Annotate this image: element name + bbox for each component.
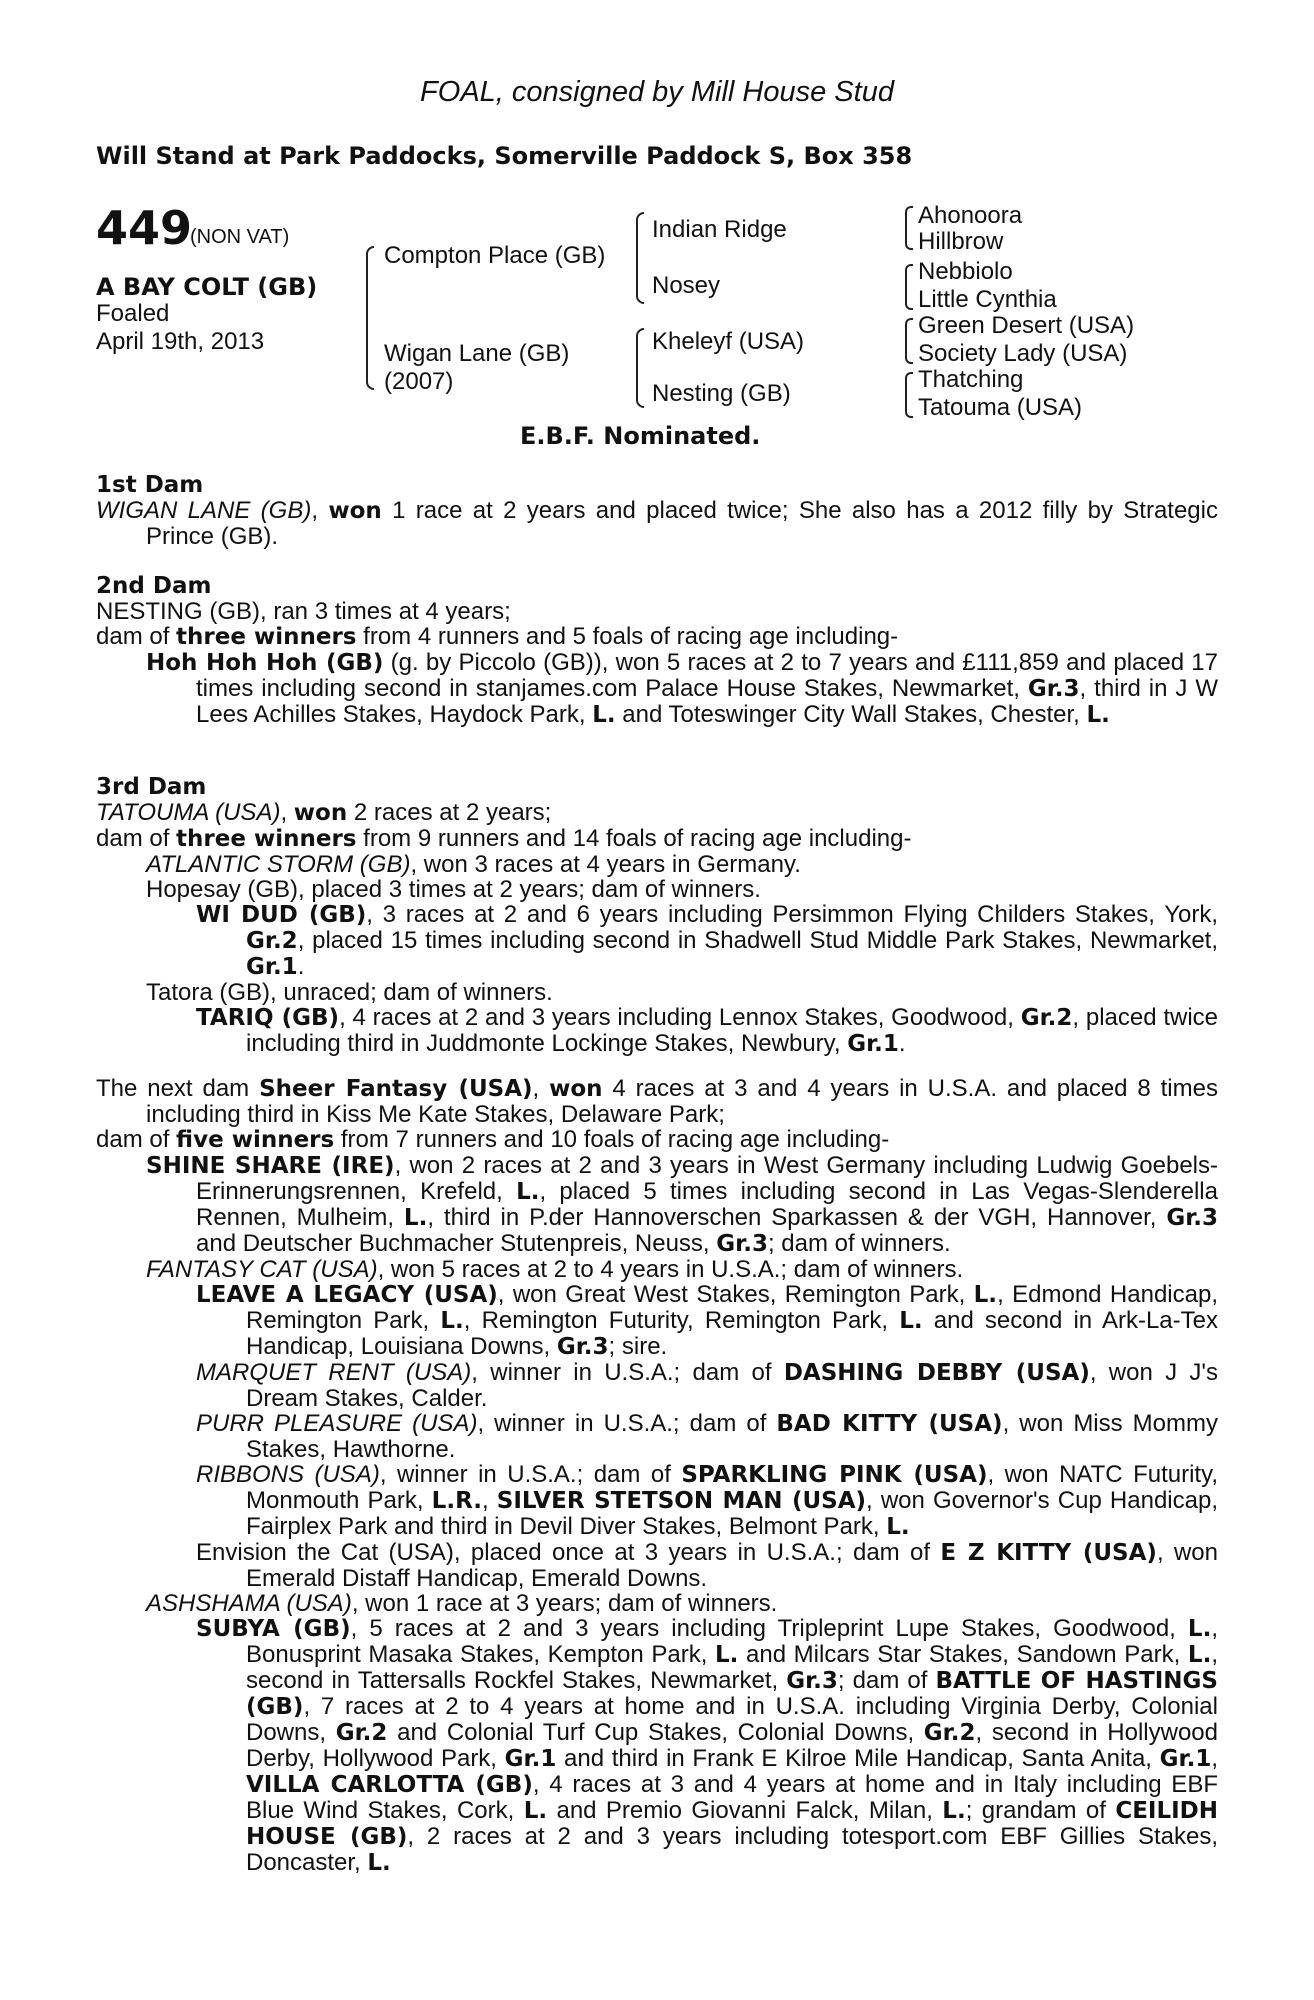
dam-of-line: dam of three winners from 9 runners and 14 foals of racing age including- — [96, 825, 912, 852]
ebf-nominated: E.B.F. Nominated. — [520, 422, 761, 450]
pedigree-brace-3a — [905, 206, 913, 250]
pedigree-dam-sire: Kheleyf (USA) — [652, 328, 805, 355]
pedigree-sire: Compton Place (GB) — [384, 242, 606, 269]
section-heading: 1st Dam — [96, 472, 204, 498]
third-dam-section — [96, 775, 1218, 1057]
pedigree-brace-3c — [905, 318, 913, 364]
progeny-entry: WI DUD (GB), 3 races at 2 and 6 years including Persimmon Flying Childers Stakes, York, Gr.2, placed 15 times including second in Shadwell Stud Middle Park Stakes, Newmarket, Gr.1. — [196, 901, 1219, 980]
pedigree-brace-3d — [905, 372, 913, 418]
foaled-label: Foaled — [96, 300, 170, 327]
next-dam-section — [96, 1076, 1218, 1876]
pedigree-dds: Thatching — [918, 366, 1024, 393]
section-heading: 3rd Dam — [96, 774, 207, 800]
progeny-entry: Envision the Cat (USA), placed once at 3 years in U.S.A.; dam of E Z KITTY (USA), won Emerald Distaff Handicap, Emerald Downs. — [196, 1539, 1218, 1592]
dam-of-line: dam of five winners from 7 runners and 10 foals of racing age including- — [96, 1126, 890, 1153]
progeny-entry: RIBBONS (USA), winner in U.S.A.; dam of SPARKLING PINK (USA), won NATC Futurity, Monmouth Park, L.R., SILVER STETSON MAN (USA), won Governor's Cup Handicap, Fairplex Park and third in Devil Diver Stakes, Belmont Park, L. — [196, 1461, 1218, 1540]
progeny-entry: ATLANTIC STORM (GB), won 3 races at 4 years in Germany. — [146, 851, 801, 878]
pedigree-dam-dam: Nesting (GB) — [652, 380, 791, 407]
dam-record: WIGAN LANE (GB), won 1 race at 2 years and placed twice; She also has a 2012 filly by Strategic Prince (GB). — [96, 497, 1218, 550]
section-heading: 2nd Dam — [96, 573, 212, 599]
lot-number: 449 — [96, 201, 193, 255]
progeny-entry: Hoh Hoh Hoh (GB) (g. by Piccolo (GB)), won 5 races at 2 to 7 years and £111,859 and placed 17 times including second in stanjames.com Palace House Stakes, Newmarket, Gr.3, third in J W Lees Achilles Stakes, Haydock Park, L. and Toteswinger City Wall Stakes, Chester, L. — [146, 649, 1219, 728]
pedigree-ssd: Hillbrow — [918, 228, 1004, 255]
dam-name: WIGAN LANE (GB) — [96, 497, 312, 524]
progeny-entry: ASHSHAMA (USA), won 1 race at 3 years; dam of winners. — [146, 1590, 778, 1617]
pedigree-sdd: Little Cynthia — [918, 286, 1057, 313]
foaled-date: April 19th, 2013 — [96, 328, 265, 355]
pedigree-brace-sire — [636, 212, 644, 304]
progeny-entry: LEAVE A LEGACY (USA), won Great West Stakes, Remington Park, L., Edmond Handicap, Remington Park, L., Remington Futurity, Remington Park, L. and second in Ark-La-Tex Handicap, Louisiana Downs, Gr.3; sire. — [196, 1281, 1218, 1360]
pedigree-dam-year: (2007) — [384, 368, 454, 395]
progeny-entry: TARIQ (GB), 4 races at 2 and 3 years including Lennox Stakes, Goodwood, Gr.2, placed twice including third in Juddmonte Lockinge Stakes, Newbury, Gr.1. — [196, 1004, 1219, 1057]
first-dam-section — [96, 473, 1218, 549]
pedigree-sire-dam: Nosey — [652, 272, 721, 299]
progeny-entry: SHINE SHARE (IRE), won 2 races at 2 and 3 years in West Germany including Ludwig Goebels-Erinnerungsrennen, Krefeld, L., placed 5 times including second in Las Vegas-Slenderella Rennen, Mulheim, L., third in P.der Hannoverschen Sparkassen & der VGH, Hannover, Gr.3 and Deutscher Buchmacher Stutenpreis, Neuss, Gr.3; dam of winners. — [146, 1152, 1219, 1257]
progeny-entry: MARQUET RENT (USA), winner in U.S.A.; dam of DASHING DEBBY (USA), won J J's Dream Stakes, Calder. — [196, 1359, 1219, 1412]
progeny-entry: FANTASY CAT (USA), won 5 races at 2 to 4 years in U.S.A.; dam of winners. — [146, 1256, 964, 1283]
pedigree-sss: Ahonoora — [918, 202, 1023, 229]
dam-of-line: dam of three winners from 4 runners and 5 foals of racing age including- — [96, 623, 899, 650]
pedigree-sire-sire: Indian Ridge — [652, 216, 787, 243]
dam-record: NESTING (GB), ran 3 times at 4 years; — [96, 598, 511, 625]
pedigree-dam: Wigan Lane (GB) — [384, 340, 570, 367]
second-dam-section — [96, 574, 1218, 728]
pedigree-brace-dam — [636, 328, 644, 408]
pedigree-sds: Nebbiolo — [918, 258, 1013, 285]
pedigree-brace-3b — [905, 264, 913, 310]
progeny-entry: PURR PLEASURE (USA), winner in U.S.A.; dam of BAD KITTY (USA), won Miss Mommy Stakes, Hawthorne. — [196, 1410, 1218, 1463]
page-title: FOAL, consigned by Mill House Stud — [420, 76, 894, 108]
stand-location: Will Stand at Park Paddocks, Somerville Paddock S, Box 358 — [96, 142, 913, 170]
dam-record: TATOUMA (USA), won 2 races at 2 years; — [96, 799, 552, 826]
pedigree-brace-main — [366, 246, 374, 390]
vat-status: (NON VAT) — [190, 226, 290, 248]
lot-name: A BAY COLT (GB) — [96, 273, 318, 301]
pedigree-dsd: Society Lady (USA) — [918, 340, 1128, 367]
progeny-entry: Hopesay (GB), placed 3 times at 2 years; dam of winners. — [146, 876, 761, 903]
pedigree-ddd: Tatouma (USA) — [918, 394, 1083, 421]
dam-record: The next dam Sheer Fantasy (USA), won 4 races at 3 and 4 years in U.S.A. and placed 8 times including third in Kiss Me Kate Stakes, Delaware Park; — [96, 1075, 1218, 1128]
progeny-entry: Tatora (GB), unraced; dam of winners. — [146, 979, 553, 1006]
pedigree-dss: Green Desert (USA) — [918, 312, 1135, 339]
progeny-entry: SUBYA (GB), 5 races at 2 and 3 years including Tripleprint Lupe Stakes, Goodwood, L., Bonusprint Masaka Stakes, Kempton Park, L. and Milcars Star Stakes, Sandown Park, L., second in Tattersalls Rockfel Stakes, Newmarket, Gr.3; dam of BATTLE OF HASTINGS (GB), 7 races at 2 to 4 years at home and in U.S.A. including Virginia Derby, Colonial Downs, Gr.2 and Colonial Turf Cup Stakes, Colonial Downs, Gr.2, second in Hollywood Derby, Hollywood Park, Gr.1 and third in Frank E Kilroe Mile Handicap, Santa Anita, Gr.1, VILLA CARLOTTA (GB), 4 races at 3 and 4 years at home and in Italy including EBF Blue Wind Stakes, Cork, L. and Premio Giovanni Falck, Milan, L.; grandam of CEILIDH HOUSE (GB), 2 races at 2 and 3 years including totesport.com EBF Gillies Stakes, Doncaster, L. — [196, 1615, 1219, 1876]
